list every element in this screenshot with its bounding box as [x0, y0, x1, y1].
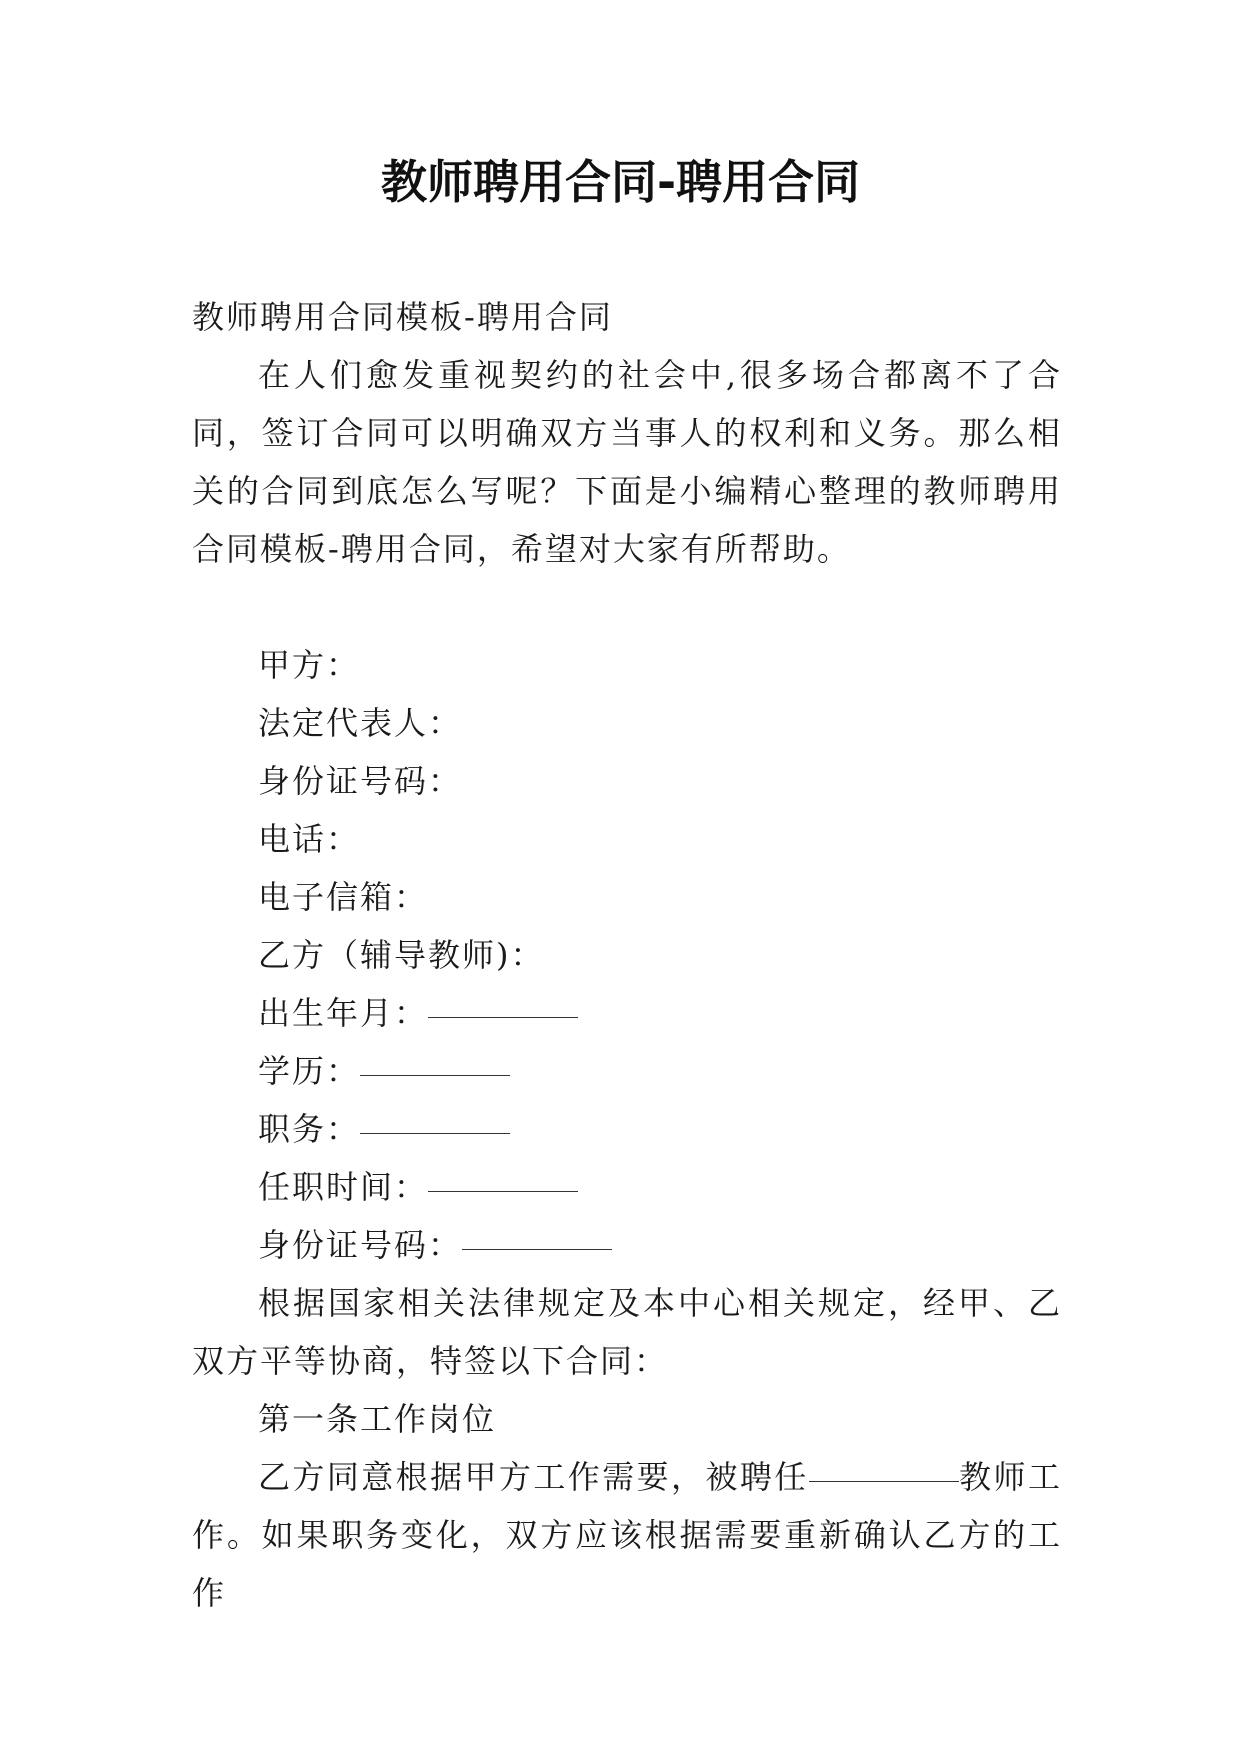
document-subtitle: 教师聘用合同模板-聘用合同 [192, 298, 613, 336]
party-a-label: 甲方： [258, 646, 361, 684]
party-b-position-line [192, 1100, 1062, 1158]
basis-paragraph: 根据国家相关法律规定及本中心相关规定，经甲、乙双方平等协商，特签以下合同： [192, 1284, 1062, 1380]
party-a-legal-rep: 法定代表人： [258, 704, 463, 742]
birth-blank-line [428, 1016, 578, 1018]
party-b-birth-line [192, 984, 1062, 1042]
party-a-id-number: 身份证号码： [258, 762, 463, 800]
intro-paragraph: 在人们愈发重视契约的社会中,很多场合都离不了合同，签订合同可以明确双方当事人的权利和义务。那么相关的合同到底怎么写呢？下面是小编精心整理的教师聘用合同模板-聘用合同，希望对大家有所帮助。 [192, 356, 1062, 568]
party-b-tenure-label: 任职时间： [258, 1168, 429, 1206]
article1-text-after: 教师工作。如果职务变化，双方应该根据需要重新确认乙方的工作 [192, 1458, 1062, 1612]
party-a-email: 电子信箱： [258, 878, 429, 916]
party-b-education-label: 学历： [258, 1052, 361, 1090]
party-b-position-label: 职务： [258, 1110, 361, 1148]
tenure-blank-line [428, 1190, 578, 1192]
party-b-education-line [192, 1042, 1062, 1100]
article1-blank-line [809, 1480, 959, 1482]
article1-text-before: 乙方同意根据甲方工作需要，被聘任 [258, 1458, 809, 1496]
education-blank-line [360, 1074, 510, 1076]
article1-heading: 第一条工作岗位 [258, 1400, 497, 1438]
document-title: 教师聘用合同-聘用合同 [380, 155, 861, 209]
party-b-birth-label: 出生年月： [258, 994, 429, 1032]
article1-paragraph [192, 1448, 1062, 1622]
party-b-id-line [192, 1216, 1062, 1274]
position-blank-line [360, 1132, 510, 1134]
party-b-tenure-line [192, 1158, 1062, 1216]
party-b-label: 乙方（辅导教师)： [258, 936, 545, 974]
id-blank-line [462, 1248, 612, 1250]
document-body [192, 288, 1062, 1622]
party-b-id-label: 身份证号码： [258, 1226, 463, 1264]
party-a-phone: 电话： [258, 820, 361, 858]
paragraph-gap [192, 578, 1062, 636]
